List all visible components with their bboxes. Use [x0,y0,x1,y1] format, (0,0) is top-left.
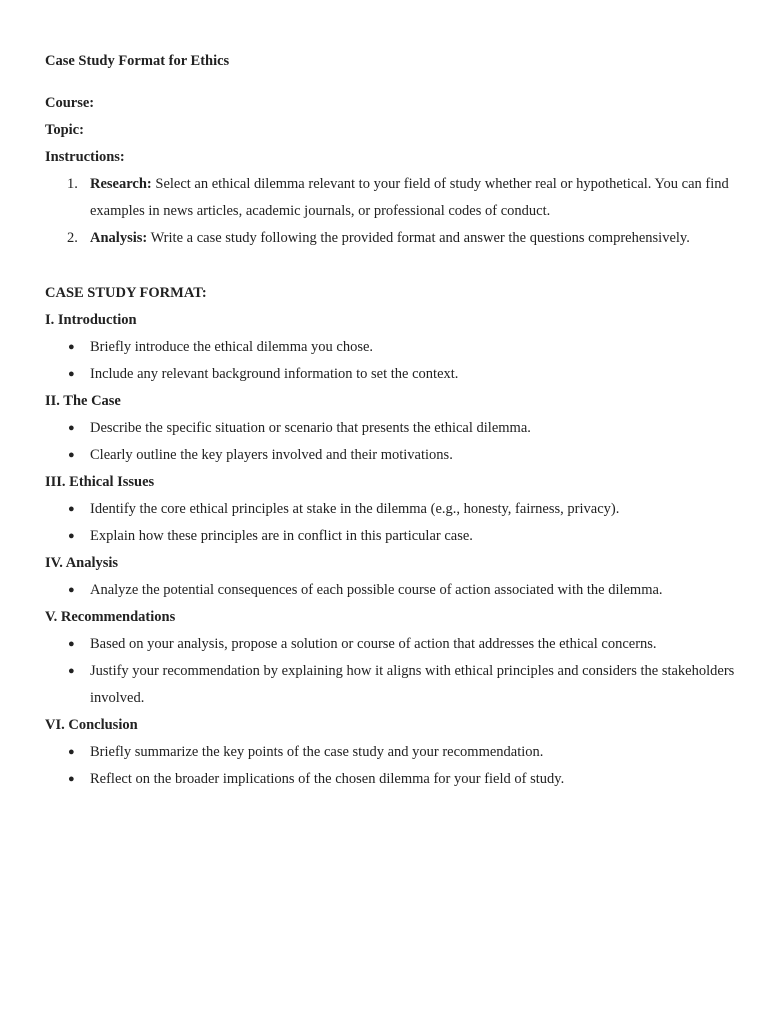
list-item: ● Reflect on the broader implications of the chosen dilemma for your field of study. [45,766,735,793]
format-heading: CASE STUDY FORMAT: [45,285,207,301]
list-item: ● Identify the core ethical principles at stake in the dilemma (e.g., honesty, fairness, privacy). [45,496,735,523]
bullet-icon: ● [68,422,75,434]
list-item: ● Clearly outline the key players involved and their motivations. [45,442,735,469]
instruction-lead: Analysis: [90,230,148,246]
bullet-icon: ● [68,503,75,515]
bullet-icon: ● [68,665,75,677]
list-item: ● Justify your recommendation by explaining how it aligns with ethical principles and considers the stakeholders involved. [45,658,735,712]
instructions-label: Instructions: [45,149,125,165]
instruction-text: Write a case study following the provided format and answer the questions comprehensively. [147,230,690,246]
section-heading-analysis: IV. Analysis [45,555,119,571]
bullet-icon: ● [68,584,75,596]
bullet-icon: ● [68,773,75,785]
list-item: ● Analyze the potential consequences of each possible course of action associated with the dilemma. [45,577,735,604]
course-label: Course: [45,95,95,111]
section-heading-conclusion: VI. Conclusion [45,717,138,733]
list-item: ● Describe the specific situation or scenario that presents the ethical dilemma. [45,415,735,442]
document-title: Case Study Format for Ethics [45,53,230,69]
section-heading-ethical-issues: III. Ethical Issues [45,474,155,490]
list-item: ● Based on your analysis, propose a solution or course of action that addresses the ethical concerns. [45,631,735,658]
topic-label: Topic: [45,122,84,138]
bullet-icon: ● [68,638,75,650]
section-heading-recommendations: V. Recommendations [45,609,176,625]
bullet-icon: ● [68,368,75,380]
list-item: ● Include any relevant background information to set the context. [45,361,735,388]
list-item: ● Briefly introduce the ethical dilemma you chose. [45,334,735,361]
list-number: 2. [67,230,78,246]
instruction-item-analysis [45,225,735,252]
bullet-icon: ● [68,449,75,461]
instruction-item-research [45,171,735,225]
instruction-text: Select an ethical dilemma relevant to your field of study whether real or hypothetical. You can find examples in news articles, academic journals, or professional codes of conduct. [90,176,729,219]
section-heading-the-case: II. The Case [45,393,121,409]
list-item: ● Briefly summarize the key points of the case study and your recommendation. [45,739,735,766]
list-item: ● Explain how these principles are in conflict in this particular case. [45,523,735,550]
document-page [45,52,735,797]
section-heading-introduction: I. Introduction [45,312,137,328]
bullet-icon: ● [68,530,75,542]
list-number: 1. [67,176,78,192]
instruction-lead: Research: [90,176,152,192]
bullet-icon: ● [68,746,75,758]
bullet-icon: ● [68,341,75,353]
